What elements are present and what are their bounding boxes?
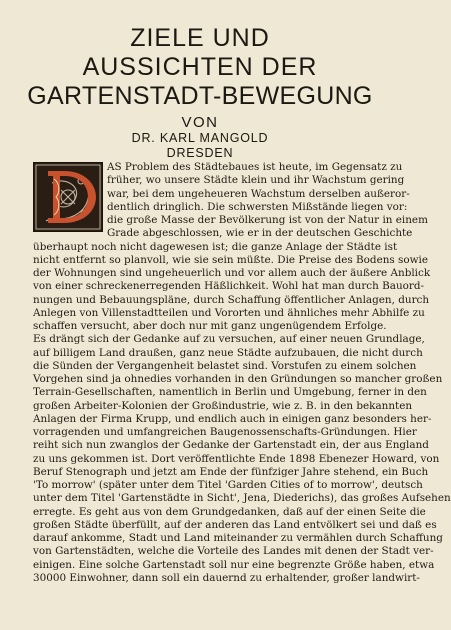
title-line-1: ZIELE UND [130,24,270,52]
text-line: erregte. Es geht aus von dem Grundgedanken, daß auf der einen Seite die [33,505,426,518]
text-line: überhaupt noch nicht dagewesen ist; die ganze Anlage der Städte ist [33,240,398,253]
text-line: vorragenden und umfangreichen Baugenossenschafts-Gründungen. Hier [33,426,417,438]
text-line: früher, wo unsere Städte klein und ihr Wachstum gering [107,174,405,187]
text-line: Grade abgeschlossen, wie er in der deutschen Geschichte [107,227,413,240]
text-line: Anlagen der Firma Krupp, und endlich auch in einigen ganz besonders her- [33,412,432,425]
text-line: AS Problem des Städtebaues ist heute, im Gegensatz zu [107,161,403,173]
text-line: der Wohnungen sind ungeheuerlich und vor allem auch der äußere Anblick [33,267,431,279]
text-line: war, bei dem ungeheueren Wachstum derselben außeror- [107,187,410,200]
text-line: Terrain-Gesellschaften, namentlich in Berlin und Umgebung, ferner in den [33,386,427,399]
text-line: die große Masse der Bevölkerung ist von der Natur in einem [107,214,428,226]
text-line: reiht sich nun zwanglos der Gedanke der Gartenstadt ein, der aus England [33,439,429,452]
article-body [33,161,451,585]
text-line: 30000 Einwohner, dann soll ein dauernd zu erhaltender, großer landwirt- [33,571,420,584]
text-line: dentlich dringlich. Die schwersten Mißstände liegen vor: [107,200,408,213]
text-line: darauf ankomme, Stadt und Land miteinander zu vermählen durch Schaffung [33,532,443,544]
text-line: großen Arbeiter-Kolonien der Großindustrie, wie z. B. in den bekannten [33,399,413,412]
text-line: einigen. Eine solche Gartenstadt soll nur eine begrenzte Größe haben, etwa [33,558,435,571]
text-line: zu uns gekommen ist. Dort veröffentlichte Ende 1898 Ebenezer Howard, von [33,452,440,465]
text-line: Es drängt sich der Gedanke auf zu versuchen, auf einer neuen Grundlage, [33,333,425,346]
text-line: Anlegen von Villenstadtteilen und Vororten und ähnliches mehr Abhilfe zu [33,306,425,319]
text-line: auf billigem Land draußen, ganz neue Städte aufzubauen, die nicht durch [33,346,423,359]
author-name: DR. KARL MANGOLD [131,131,269,145]
title-line-2: AUSSICHTEN DER [82,53,318,81]
text-line: die Sünden der Vergangenheit belastet sind. Vorstufen zu einem solchen [33,359,417,372]
text-line: unter dem Titel 'Gartenstädte in Sicht', Jena, Diederichs), das großes Aufsehen [33,492,451,505]
text-line: Vorgehen sind ja ohnedies vorhanden in den Gründungen so mancher großen [33,373,443,385]
text-line: von einer schreckenerregenden Häßlichkeit. Wohl hat man durch Bauord- [33,280,425,293]
text-line: nungen und Bebauungspläne, durch Schaffung öffentlicher Anlagen, durch [33,293,430,306]
text-line: großen Städte überfüllt, auf der anderen das Land entvölkert sei und daß es [33,518,437,531]
author-city: DRESDEN [166,146,234,160]
text-line: nicht entfernt so planvoll, wie sie sein müßte. Die Preise des Bodens sowie [33,253,429,266]
text-line: schaffen versucht, aber doch nur mit ganz ungenügendem Erfolge. [33,320,387,332]
text-line: 'To morrow' (später unter dem Titel 'Garden Cities of to morrow', deutsch [33,479,423,491]
text-line: von Gartenstädten, welche die Vorteile des Landes mit denen der Stadt ver- [33,545,434,558]
byline-von: VON [181,114,219,131]
text-line: Beruf Stenograph und jetzt am Ende der fünfziger Jahre stehend, ein Buch [33,465,429,478]
title-line-3: GARTENSTADT-BEWEGUNG [27,82,373,110]
